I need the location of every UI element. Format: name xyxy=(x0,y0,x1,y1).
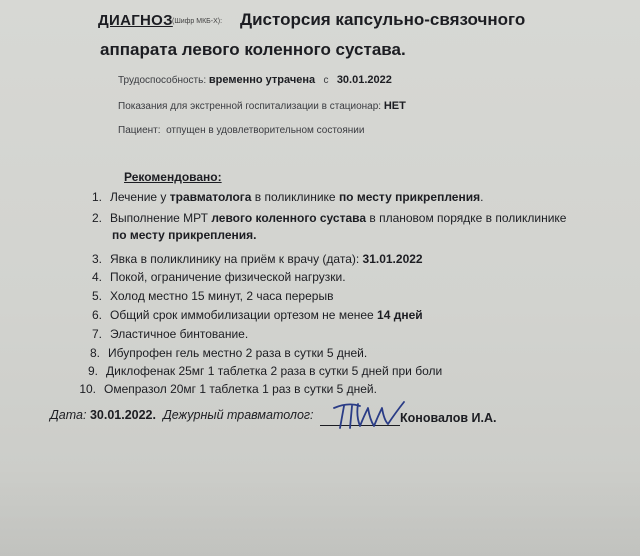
item-text: Холод местно 15 минут, 2 часа перерыв xyxy=(110,289,334,303)
handwritten-signature xyxy=(330,398,410,432)
recommendations-title: Рекомендовано: xyxy=(124,170,222,184)
hospitalization-label: Показания для экстренной госпитализации в стационар: xyxy=(118,101,382,112)
item-text: Лечение у xyxy=(110,190,170,204)
list-item xyxy=(74,382,377,396)
footer-role: Дежурный травматолог: xyxy=(162,408,314,422)
item-text: Ибупрофен гель местно 2 раза в сутки 5 дней. xyxy=(108,346,368,360)
footer-row xyxy=(50,408,314,422)
footer-date-label: Дата: xyxy=(50,408,87,422)
hospitalization-value: НЕТ xyxy=(383,100,406,112)
item-text: Омепразол 20мг 1 таблетка 1 раз в сутки 5 дней. xyxy=(104,382,377,396)
item-number: 2. xyxy=(91,211,102,225)
list-item xyxy=(80,270,346,284)
item-number: 1. xyxy=(91,190,102,204)
list-item xyxy=(78,346,367,360)
diagnosis-code-hint: (Шифр МКБ-Х): xyxy=(172,18,223,25)
patient-label: Пациент: xyxy=(118,125,161,136)
footer-date: 30.01.2022. xyxy=(89,408,156,422)
item-text: Диклофенак 25мг 1 таблетка 2 раза в сутки 5 дней при боли xyxy=(106,364,443,378)
item-text: Явка в поликлинику на приём к врачу (дата): xyxy=(110,252,363,266)
item-text: Выполнение МРТ xyxy=(110,211,212,225)
item-number: 6. xyxy=(91,308,102,322)
item-text-bold: 31.01.2022 xyxy=(362,252,423,266)
item-text-bold: левого коленного сустава xyxy=(211,211,367,225)
item-text: в поликлинике xyxy=(251,190,339,204)
list-item xyxy=(80,289,333,303)
patient-row xyxy=(118,125,364,136)
item-text: в плановом порядке в поликлинике xyxy=(366,211,567,225)
doctor-name: Коновалов И.А. xyxy=(400,411,497,425)
diagnosis-label: ДИАГНОЗ xyxy=(98,12,173,29)
item-text: Эластичное бинтование. xyxy=(110,327,249,341)
item-number: 9. xyxy=(87,364,98,378)
work-capacity-label: Трудоспособность: xyxy=(118,75,207,86)
diagnosis-text-line2: аппарата левого коленного сустава. xyxy=(100,40,406,59)
hospitalization-row xyxy=(118,100,406,112)
item-text: Покой, ограничение физической нагрузки. xyxy=(110,270,346,284)
item-number: 3. xyxy=(91,252,102,266)
item-number: 7. xyxy=(91,327,102,341)
item-number: 4. xyxy=(91,270,102,284)
paper-shadow xyxy=(0,466,640,556)
item-text-bold: по месту прикрепления xyxy=(338,190,481,204)
work-capacity-row xyxy=(118,74,392,86)
list-item xyxy=(80,190,483,204)
patient-value: отпущен в удовлетворительном состоянии xyxy=(166,125,365,136)
item-number: 5. xyxy=(91,289,102,303)
list-item xyxy=(80,211,566,225)
item-text-bold: травматолога xyxy=(169,190,252,204)
work-capacity-date: 30.01.2022 xyxy=(336,74,392,86)
work-capacity-value: временно утрачена xyxy=(208,74,316,86)
item-text: Общий срок иммобилизации ортезом не менее xyxy=(110,308,378,322)
list-item-continuation: по месту прикрепления. xyxy=(112,228,257,242)
item-text: . xyxy=(480,190,484,204)
list-item xyxy=(76,364,442,378)
work-capacity-prefix: с xyxy=(323,75,329,86)
list-item xyxy=(80,308,423,322)
item-number: 10. xyxy=(79,382,96,396)
diagnosis-text-line1: Дисторсия капсульно-связочного xyxy=(240,10,526,29)
list-item xyxy=(80,252,423,266)
item-text-bold: 14 дней xyxy=(377,308,423,322)
list-item xyxy=(80,327,248,341)
item-number: 8. xyxy=(89,346,100,360)
